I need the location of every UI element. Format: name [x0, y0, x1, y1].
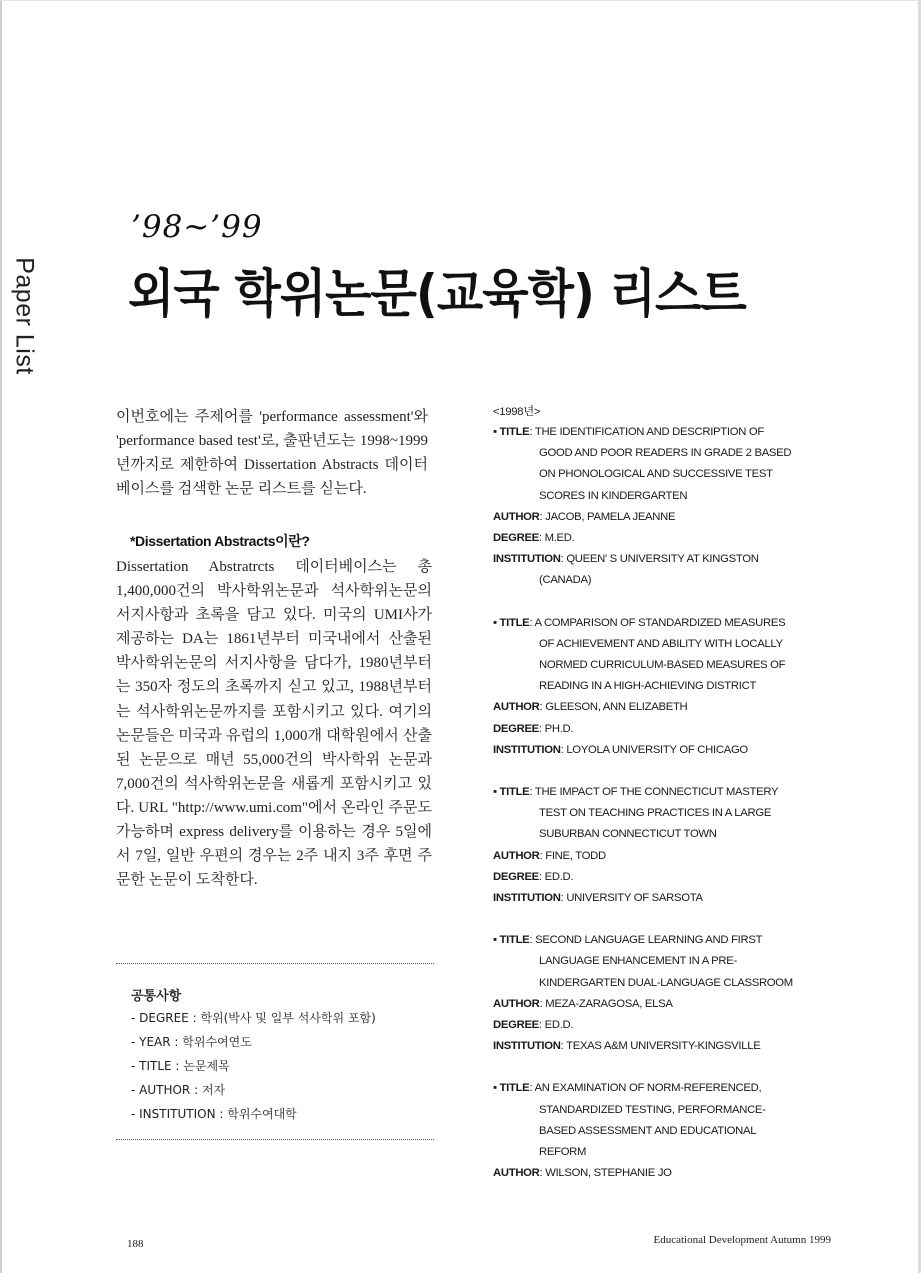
paper-entry: [493, 930, 823, 1057]
common-item: - INSTITUTION : 학위수여대학: [131, 1107, 297, 1121]
title-text: SUBURBAN CONNECTICUT TOWN: [539, 828, 717, 841]
scan-edge-left: [0, 0, 2, 1273]
degree-row: DEGREE: ED.D.: [493, 1019, 574, 1032]
institution-continuation: [493, 570, 823, 591]
institution-text: TEXAS A&M UNIVERSITY-KINGSVILLE: [566, 1040, 761, 1053]
author-label: AUTHOR: [493, 510, 540, 523]
common-item: - AUTHOR : 저자: [131, 1083, 226, 1097]
title-continuation: [493, 443, 823, 464]
author-row: AUTHOR: MEZA-ZARAGOSA, ELSA: [493, 997, 673, 1010]
title-label: TITLE: [499, 426, 530, 438]
title-continuation: [493, 1121, 823, 1142]
page-number: 188: [127, 1238, 144, 1250]
common-heading: 공통사항: [131, 989, 182, 1004]
title-continuation: [493, 634, 823, 655]
institution-label: INSTITUTION: [493, 1040, 561, 1053]
side-label-text: Paper List: [10, 257, 39, 375]
title-continuation: [493, 486, 823, 507]
title-continuation: [493, 676, 823, 697]
title-text: BASED ASSESSMENT AND EDUCATIONAL: [539, 1124, 757, 1137]
side-label: [4, 246, 44, 386]
title-text: THE IDENTIFICATION AND DESCRIPTION OF: [534, 426, 764, 438]
author-text: WILSON, STEPHANIE JO: [545, 1167, 672, 1180]
author-text: GLEESON, ANN ELIZABETH: [545, 701, 688, 714]
title-label: TITLE: [499, 616, 530, 629]
title-text: KINDERGARTEN DUAL-LANGUAGE CLASSROOM: [539, 976, 793, 989]
paper-entry: [493, 613, 823, 761]
section-body: Dissertation Abstratrcts 데이터베이스는 총 1,400,000건의 박사학위논문과 석사학위논문의 서지사항과 초록을 담고 있다. 미국의 UMI사가 제공하는 DA는 1861년부터 미국내에서 산출된 박사학위논문의 서지사항을 담다가, 1980년부터는 350자 정도의 초록까지 싣고 있고, 1988년부터는 석사학위논문까지를 포함시키고 있다. 여기의 논문들은 미국과 유럽의 1,000개 대학원에서 산출된 논문으로 매년 55,000건의 박사학위 논문과 7,000건의 석사학위논문을 새롭게 포함시키고 있다. URL "http://www.umi.com"에서 온라인 주문도 가능하며 express delivery를 이용하는 경우 5일에서 7일, 일반 우편의 경우는 2주 내지 3주 후면 주문한 논문이 도착한다.: [116, 559, 432, 889]
title-continuation: [493, 1100, 823, 1121]
title-continuation: [493, 1142, 823, 1163]
title-continuation: [493, 973, 823, 994]
institution-row: INSTITUTION: LOYOLA UNIVERSITY OF CHICAGO: [493, 743, 748, 756]
author-row: AUTHOR: WILSON, STEPHANIE JO: [493, 1167, 672, 1180]
institution-row: INSTITUTION: UNIVERSITY OF SARSOTA: [493, 892, 703, 905]
title-text: GOOD AND POOR READERS IN GRADE 2 BASED: [539, 447, 792, 460]
title-text: SECOND LANGUAGE LEARNING AND FIRST: [535, 934, 763, 947]
title-row: ▪ TITLE: THE IMPACT OF THE CONNECTICUT MASTERY: [493, 786, 779, 799]
footer-publication: Educational Development Autumn 1999: [653, 1234, 831, 1246]
author-label: AUTHOR: [493, 849, 540, 862]
author-row: AUTHOR: FINE, TODD: [493, 849, 606, 862]
title-text: AN EXAMINATION OF NORM-REFERENCED,: [534, 1082, 762, 1095]
degree-label: DEGREE: [493, 722, 539, 735]
degree-label: DEGREE: [493, 532, 539, 545]
year-header: <1998년>: [493, 406, 541, 418]
title-row: ▪ TITLE: A COMPARISON OF STANDARDIZED MEASURES: [493, 616, 786, 629]
page-title: 외국 학위논문(교육학) 리스트: [128, 263, 746, 325]
title-text: LANGUAGE ENHANCEMENT IN A PRE-: [539, 955, 737, 968]
common-item: - DEGREE : 학위(박사 및 일부 석사학위 포함): [131, 1011, 376, 1025]
title-text: NORMED CURRICULUM-BASED MEASURES OF: [539, 659, 786, 672]
title-continuation: [493, 803, 823, 824]
title-label: TITLE: [499, 786, 530, 799]
degree-text: PH.D.: [544, 722, 574, 735]
degree-row: DEGREE: ED.D.: [493, 870, 574, 883]
common-item: - YEAR : 학위수여연도: [131, 1035, 252, 1049]
title-row: ▪ TITLE: AN EXAMINATION OF NORM-REFERENCED,: [493, 1082, 762, 1095]
title-continuation: [493, 951, 823, 972]
paper-entries: [493, 422, 823, 1185]
paper-list: [493, 402, 823, 1206]
degree-label: DEGREE: [493, 1019, 539, 1032]
author-label: AUTHOR: [493, 997, 540, 1010]
title-row: ▪ TITLE: THE IDENTIFICATION AND DESCRIPTION OF: [493, 426, 764, 438]
divider-top: [116, 963, 434, 964]
title-text: READING IN A HIGH-ACHIEVING DISTRICT: [539, 680, 757, 693]
title-text: OF ACHIEVEMENT AND ABILITY WITH LOCALLY: [539, 637, 783, 650]
title-label: TITLE: [499, 934, 530, 947]
intro-paragraph: 이번호에는 주제어를 'performance assessment'와 'performance based test'로, 출판년도는 1998~1999년까지로 제한하여 Dissertation Abstracts 데이터베이스를 검색한 논문 리스트를 싣는다.: [116, 409, 428, 497]
author-text: JACOB, PAMELA JEANNE: [545, 510, 676, 523]
degree-label: DEGREE: [493, 870, 539, 883]
author-label: AUTHOR: [493, 1167, 540, 1180]
title-row: ▪ TITLE: SECOND LANGUAGE LEARNING AND FIRST: [493, 934, 763, 947]
years-heading: ’98~’99: [131, 209, 263, 245]
title-label: TITLE: [499, 1082, 530, 1095]
institution-label: INSTITUTION: [493, 743, 561, 756]
paper-entry: [493, 782, 823, 909]
degree-text: M.ED.: [544, 532, 575, 545]
institution-text: (CANADA): [539, 574, 592, 587]
title-continuation: [493, 655, 823, 676]
title-continuation: [493, 464, 823, 485]
author-row: AUTHOR: JACOB, PAMELA JEANNE: [493, 510, 676, 523]
institution-text: UNIVERSITY OF SARSOTA: [566, 892, 703, 905]
paper-entry: [493, 1078, 823, 1184]
common-item: - TITLE : 논문제목: [131, 1059, 230, 1073]
author-label: AUTHOR: [493, 701, 540, 714]
author-text: FINE, TODD: [545, 849, 606, 862]
institution-text: LOYOLA UNIVERSITY OF CHICAGO: [566, 743, 748, 756]
institution-text: QUEEN' S UNIVERSITY AT KINGSTON: [566, 553, 759, 566]
author-text: MEZA-ZARAGOSA, ELSA: [545, 997, 673, 1010]
institution-label: INSTITUTION: [493, 892, 561, 905]
institution-label: INSTITUTION: [493, 553, 561, 566]
title-text: THE IMPACT OF THE CONNECTICUT MASTERY: [534, 786, 779, 799]
degree-row: DEGREE: M.ED.: [493, 532, 575, 545]
title-text: ON PHONOLOGICAL AND SUCCESSIVE TEST: [539, 468, 773, 481]
title-text: REFORM: [539, 1146, 587, 1159]
degree-row: DEGREE: PH.D.: [493, 722, 574, 735]
paper-entry: [493, 422, 823, 592]
scan-edge-top: [0, 0, 921, 1]
degree-text: ED.D.: [544, 870, 574, 883]
institution-row: INSTITUTION: TEXAS A&M UNIVERSITY-KINGSVILLE: [493, 1040, 761, 1053]
divider-bottom: [116, 1139, 434, 1140]
section-heading: *Dissertation Abstracts이란?: [130, 533, 310, 549]
degree-text: ED.D.: [544, 1019, 574, 1032]
title-text: TEST ON TEACHING PRACTICES IN A LARGE: [539, 807, 772, 820]
title-text: A COMPARISON OF STANDARDIZED MEASURES: [534, 616, 786, 629]
title-text: STANDARDIZED TESTING, PERFORMANCE-: [539, 1103, 766, 1116]
common-list: [131, 1008, 376, 1128]
title-continuation: [493, 824, 823, 845]
institution-row: INSTITUTION: QUEEN' S UNIVERSITY AT KINGSTON: [493, 553, 759, 566]
title-text: SCORES IN KINDERGARTEN: [539, 489, 688, 502]
author-row: AUTHOR: GLEESON, ANN ELIZABETH: [493, 701, 688, 714]
